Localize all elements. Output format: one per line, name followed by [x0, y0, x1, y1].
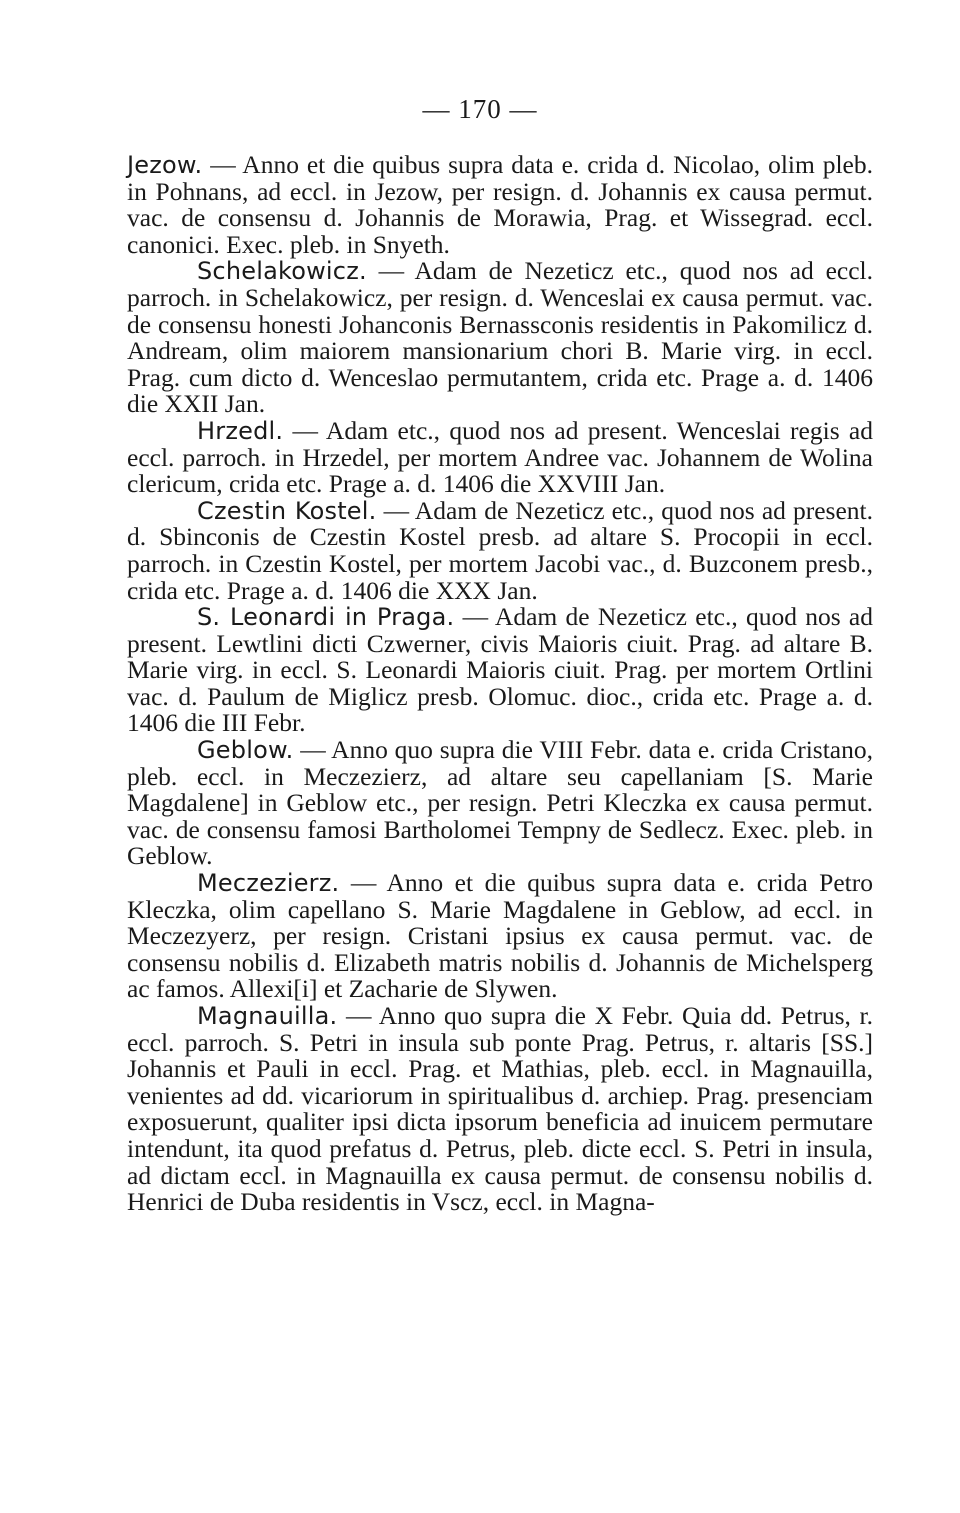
place-heading: Hrzedl.	[197, 416, 284, 445]
place-heading: Meczezierz.	[197, 869, 340, 898]
place-heading: Czestin Kostel.	[197, 496, 377, 525]
entry-hrzedl	[127, 415, 873, 499]
place-heading: S. Leonardi in Praga.	[197, 603, 455, 632]
entry-text: — Anno et die quibus supra data e. crida Petro Kleczka, olim capellano S. Marie Magdalene in Geblow, ad eccl. in Meczezyerz, per resign. Cristani ipsius ex causa permut. vac. de consensu nobilis d. Elizabeth matris nobilis d. Johannis de Michelsperg ac famos. Allexi[i] et Zacharie de Slywen.	[127, 868, 873, 1004]
entry-geblow	[127, 737, 873, 870]
entry-czestin-kostel	[127, 495, 873, 605]
page-number: — 170 —	[422, 94, 538, 124]
entry-text: — Adam de Nezeticz etc., quod nos ad eccl. parroch. in Schelakowicz, per resign. d. Wenceslai ex causa permut. vac. de consensu honesti Johanconis Bernassconis residentis in Pakomilicz d. Andream, olim maiorem mansionarium chori B. Marie virg. in eccl. Prag. cum dicto d. Wenceslao permutantem, crida etc. Prage a. d. 1406 die XXII Jan.	[127, 256, 873, 419]
entry-text: — Anno et die quibus supra data e. crida d. Nicolao, olim pleb. in Pohnans, ad eccl. in Jezow, per resign. d. Johannis ex causa permut. vac. de consensu d. Johannis de Morawia, Prag. et Wissegrad. eccl. canonici. Exec. pleb. in Snyeth.	[127, 150, 873, 259]
entry-text: — Anno quo supra die VIII Febr. data e. crida Cristano, pleb. eccl. in Meczezierz, ad altare seu capellaniam [S. Marie Magdalene] in Geblow etc., per resign. Petri Kleczka ex causa permut. vac. de consensu famosi Bartholomei Tempny de Sedlecz. Exec. pleb. in Geblow.	[127, 735, 873, 871]
body-text	[127, 152, 873, 1216]
entry-text: — Adam de Nezeticz etc., quod nos ad present. Lewtlini dicti Czwerner, civis Maioris ciuit. Prag. ad altare B. Marie virg. in eccl. S. Leonardi Maioris ciuit. Prag. per mortem Ortlini vac. d. Paulum de Miglicz presb. Olomuc. dioc., crida etc. Prage a. d. 1406 die III Febr.	[127, 602, 873, 738]
entry-magnauilla	[127, 1003, 873, 1216]
entry-text: — Anno quo supra die X Febr. Quia dd. Petrus, r. eccl. parroch. S. Petri in insula sub ponte Prag. Petrus, r. altaris [SS.] Johannis et Pauli in eccl. Prag. et Mathias, pleb. eccl. in Magnauilla, venientes ad dd. vicariorum in spiritualibus d. archiep. Prag. presenciam exposuerunt, qualiter ipsi dicta ipsorum beneficia ad inuicem permutare intendunt, ita quod prefatus d. Petrus, pleb. dicte eccl. S. Petri in insula, ad dictam eccl. in Magnauilla ex causa permut. de consensu nobilis d. Henrici de Duba residentis in Vscz, eccl. in Magna-	[127, 1001, 873, 1217]
place-heading: Schelakowicz.	[197, 257, 367, 286]
entry-schelakowicz	[127, 258, 873, 418]
place-heading: Magnauilla.	[197, 1002, 338, 1030]
entry-text: — Adam de Nezeticz etc., quod nos ad present. d. Sbinconis de Czestin Kostel presb. ad altare S. Procopii in eccl. parroch. in Czestin Kostel, per mortem Jacobi vac., d. Buzconem presb., crida etc. Prage a. d. 1406 die XXX Jan.	[127, 495, 873, 605]
entry-meczezierz	[127, 870, 873, 1003]
place-heading: Geblow.	[197, 736, 294, 765]
entry-s-leonardi	[127, 604, 873, 737]
place-heading: Jezow.	[127, 151, 203, 179]
entry-jezow	[127, 152, 873, 258]
entry-text: — Adam etc., quod nos ad present. Wenceslai regis ad eccl. parroch. in Hrzedel, per mortem Andree vac. Johannem de Wolina clericum, crida etc. Prage a. d. 1406 die XXVIII Jan.	[127, 415, 873, 499]
